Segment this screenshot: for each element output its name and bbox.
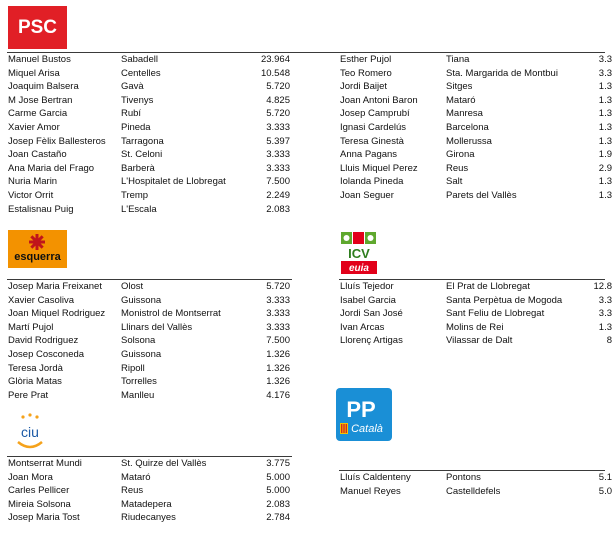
table-row (8, 203, 293, 217)
municipality: Guissona (121, 294, 162, 306)
person-name: Josep Camprubí (340, 108, 410, 120)
table-row (340, 135, 612, 149)
person-name: Joan Seguer (340, 189, 394, 201)
person-name: Mireia Solsona (8, 498, 71, 510)
table-row (340, 321, 612, 335)
person-name: Carme Garcia (8, 108, 68, 120)
table-row (340, 148, 612, 162)
amount: 3.333 (266, 121, 290, 133)
municipality: L'Escala (121, 203, 157, 215)
pp-logo-subtext: Català (351, 423, 383, 435)
person-name: Joan Mora (8, 471, 53, 483)
municipality: Manresa (446, 108, 483, 120)
amount: 1.3 (598, 94, 612, 106)
municipality: Torrelles (121, 376, 157, 388)
person-name: Josep Cosconeda (8, 348, 85, 360)
person-name: Joan Antoni Baron (340, 94, 418, 106)
person-name: Josep Fèlix Ballesteros (8, 135, 106, 147)
pp-logo (336, 388, 392, 441)
person-name: Glòria Matas (8, 376, 62, 388)
municipality: Rubí (121, 108, 142, 120)
municipality: Sant Feliu de Llobregat (446, 308, 545, 320)
table-row (340, 121, 612, 135)
person-name: Manuel Reyes (340, 485, 401, 497)
table-row (8, 94, 293, 108)
table-row (340, 94, 612, 108)
amount: 2.249 (266, 189, 290, 201)
person-name: Teresa Ginestà (340, 135, 404, 147)
table-row (340, 307, 612, 321)
municipality: Monistrol de Montserrat (121, 308, 221, 320)
amount: 5.720 (266, 81, 290, 93)
municipality: Sabadell (121, 54, 158, 65)
person-name: Carles Pellicer (8, 485, 70, 497)
amount: 5.1 (598, 472, 612, 483)
municipality: Barcelona (446, 121, 489, 133)
amount: 5.000 (266, 485, 290, 497)
amount: 3.3 (598, 54, 612, 65)
person-name: Iolanda Pineda (340, 176, 404, 188)
municipality: Matadepera (121, 498, 172, 510)
municipality: Molins de Rei (446, 321, 504, 333)
amount: 1.3 (598, 135, 612, 147)
municipality: Sta. Margarida de Montbui (446, 67, 558, 79)
person-name: Miquel Arisa (8, 67, 60, 79)
psc-table-left (8, 53, 293, 216)
table-row (8, 107, 293, 121)
municipality: L'Hospitalet de Llobregat (121, 176, 226, 188)
municipality: Pineda (121, 121, 151, 133)
amount: 1.9 (598, 149, 612, 161)
amount: 1.326 (266, 362, 290, 374)
municipality: Parets del Vallès (446, 189, 517, 201)
amount: 8 (606, 335, 612, 347)
person-name: Manuel Bustos (8, 54, 71, 65)
municipality: Tarragona (121, 135, 164, 147)
municipality: Ripoll (121, 362, 145, 374)
amount: 3.333 (266, 162, 290, 174)
table-row (340, 294, 612, 308)
amount: 3.775 (266, 458, 290, 469)
table-row (8, 148, 293, 162)
amount: 5.000 (266, 471, 290, 483)
amount: 3.333 (266, 294, 290, 306)
esquerra-logo-text: esquerra (14, 251, 61, 263)
table-row (8, 457, 293, 471)
person-name: Lluis Miquel Perez (340, 162, 418, 174)
person-name: Esther Pujol (340, 54, 392, 65)
table-row (8, 334, 293, 348)
table-row (8, 135, 293, 149)
amount: 1.3 (598, 108, 612, 120)
amount: 3.3 (598, 67, 612, 79)
amount: 1.3 (598, 121, 612, 133)
amount: 5.397 (266, 135, 290, 147)
amount: 10.548 (260, 67, 290, 79)
municipality: Centelles (121, 67, 161, 79)
table-row (8, 511, 293, 525)
person-name: Ignasi Cardelús (340, 121, 407, 133)
person-name: Lluís Tejedor (340, 281, 394, 292)
table-row (8, 321, 293, 335)
municipality: Barberà (121, 162, 155, 174)
amount: 12.8 (593, 281, 612, 292)
person-name: Ivan Arcas (340, 321, 385, 333)
municipality: Mollerussa (446, 135, 492, 147)
amount: 5.0 (598, 485, 612, 497)
person-name: Xavier Amor (8, 121, 60, 133)
person-name: Martí Pujol (8, 321, 54, 333)
table-row (8, 348, 293, 362)
table-row (8, 389, 293, 403)
municipality: El Prat de Llobregat (446, 281, 530, 292)
amount: 1.3 (598, 176, 612, 188)
municipality: Tiana (446, 54, 470, 65)
table-row (8, 471, 293, 485)
amount: 1.3 (598, 189, 612, 201)
municipality: Reus (121, 485, 144, 497)
municipality: Mataró (446, 94, 476, 106)
amount: 3.333 (266, 308, 290, 320)
amount: 4.825 (266, 94, 290, 106)
amount: 1.326 (266, 376, 290, 388)
amount: 3.333 (266, 321, 290, 333)
table-row (8, 121, 293, 135)
table-row (8, 189, 293, 203)
municipality: Guissona (121, 348, 162, 360)
table-row (340, 485, 612, 499)
person-name: Anna Pagans (340, 149, 398, 161)
person-name: Nuria Marin (8, 176, 58, 188)
amount: 7.500 (266, 176, 290, 188)
table-row (8, 498, 293, 512)
person-name: Estalisnau Puig (8, 203, 74, 215)
amount: 2.784 (266, 512, 290, 524)
table-row (8, 484, 293, 498)
person-name: M Jose Bertran (8, 94, 73, 106)
table-row (8, 307, 293, 321)
amount: 7.500 (266, 335, 290, 347)
table-row (340, 175, 612, 189)
municipality: Sitges (446, 81, 473, 93)
table-row (8, 375, 293, 389)
amount: 3.333 (266, 149, 290, 161)
municipality: Mataró (121, 471, 151, 483)
municipality: Olost (121, 281, 144, 292)
municipality: Solsona (121, 335, 156, 347)
table-row (340, 80, 612, 94)
municipality: Tivenys (121, 94, 154, 106)
table-row (8, 175, 293, 189)
pp-logo-text: PP (346, 397, 376, 422)
esquerra-table (8, 280, 293, 402)
municipality: Riudecanyes (121, 512, 176, 524)
table-row (8, 67, 293, 81)
municipality: Girona (446, 149, 475, 161)
person-name: Xavier Casoliva (8, 294, 74, 306)
table-row (340, 162, 612, 176)
amount: 5.720 (266, 281, 290, 292)
table-row (8, 362, 293, 376)
amount: 2.083 (266, 498, 290, 510)
amount: 5.720 (266, 108, 290, 120)
table-row (8, 294, 293, 308)
person-name: Teo Romero (340, 67, 392, 79)
icv-logo-text: ICV (348, 246, 370, 261)
amount: 1.326 (266, 348, 290, 360)
municipality: St. Quirze del Vallès (121, 458, 207, 469)
table-row (8, 53, 293, 67)
amount: 2.9 (598, 162, 612, 174)
table-row (340, 189, 612, 203)
person-name: Isabel Garcia (340, 294, 396, 306)
person-name: Victor Orrit (8, 189, 54, 201)
euia-logo-text: euia (348, 263, 370, 274)
pp-table (340, 471, 612, 498)
table-row (340, 67, 612, 81)
person-name: Pere Prat (8, 389, 49, 401)
municipality: Castelldefels (446, 485, 501, 497)
municipality: Salt (446, 176, 463, 188)
ciu-table (8, 457, 293, 525)
icv-table (340, 280, 612, 348)
person-name: Jordi San José (340, 308, 403, 320)
amount: 2.083 (266, 203, 290, 215)
municipality: Manlleu (121, 389, 155, 401)
municipality: Pontons (446, 472, 481, 483)
table-row (340, 107, 612, 121)
person-name: David Rodriguez (8, 335, 79, 347)
ciu-logo-text: ciu (21, 424, 39, 440)
person-name: Teresa Jordà (8, 362, 63, 374)
amount: 1.3 (598, 81, 612, 93)
icv-euia-logo (338, 230, 380, 276)
person-name: Josep Maria Tost (8, 512, 80, 524)
amount: 23.964 (260, 54, 290, 65)
person-name: Ana Maria del Frago (8, 162, 95, 174)
municipality: Tremp (121, 189, 149, 201)
amount: 4.176 (266, 389, 290, 401)
person-name: Josep Maria Freixanet (8, 281, 102, 292)
person-name: Lluís Caldenteny (340, 472, 411, 483)
table-row (8, 80, 293, 94)
municipality: Reus (446, 162, 469, 174)
person-name: Jordi Baijet (340, 81, 387, 93)
ciu-logo (12, 412, 48, 452)
municipality: Gavà (121, 81, 144, 93)
person-name: Joan Castaño (8, 149, 67, 161)
psc-table-right (340, 53, 612, 203)
psc-logo: PSC (8, 6, 67, 49)
table-row (8, 280, 293, 294)
municipality: Santa Perpètua de Mogoda (446, 294, 563, 306)
table-row (340, 53, 612, 67)
person-name: Joaquim Balsera (8, 81, 79, 93)
table-row (340, 334, 612, 348)
esquerra-logo (8, 230, 67, 268)
esquerra-star-icon (29, 234, 45, 250)
table-row (8, 162, 293, 176)
municipality: Vilassar de Dalt (446, 335, 513, 347)
amount: 3.3 (598, 308, 612, 320)
table-row (340, 280, 612, 294)
person-name: Joan Miquel Rodriguez (8, 308, 106, 320)
person-name: Llorenç Artigas (340, 335, 403, 347)
person-name: Montserrat Mundi (8, 458, 82, 469)
table-row (340, 471, 612, 485)
municipality: St. Celoni (121, 149, 163, 161)
amount: 1.3 (598, 321, 612, 333)
amount: 3.3 (598, 294, 612, 306)
municipality: Llinars del Vallès (121, 321, 193, 333)
